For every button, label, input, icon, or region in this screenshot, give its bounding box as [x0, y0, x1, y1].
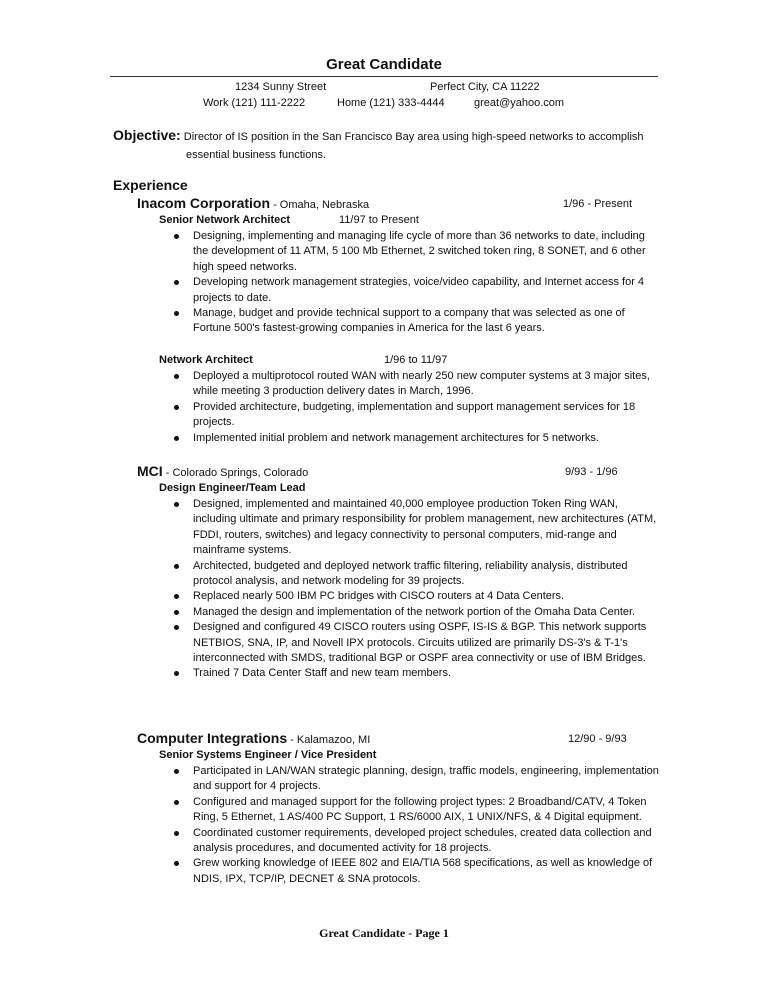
role-bullets [172, 229, 662, 337]
objective-section [113, 126, 673, 164]
list-item: Participated in LAN/WAN strategic planning, design, traffic models, engineering, implementation and support for 4 projects. [172, 764, 662, 795]
list-item: Replaced nearly 500 IBM PC bridges with CISCO routers at 4 Data Centers. [172, 589, 662, 604]
objective-label: Objective: [113, 127, 181, 143]
company-location: - Colorado Springs, Colorado [165, 467, 309, 479]
list-item: Architected, budgeted and deployed network traffic filtering, reliability analysis, distributed protocol analysis, and network modeling for 39 projects. [172, 559, 662, 590]
role-title: Senior Network Architect [159, 214, 291, 226]
job-dates: 12/90 - 9/93 [568, 733, 627, 745]
objective-text-line1: Director of IS position in the San Francisco Bay area using high-speed networks to accomplish [183, 131, 644, 143]
role-bullets [172, 764, 662, 887]
list-item: Grew working knowledge of IEEE 802 and EIA/TIA 568 specifications, as well as knowledge of NDIS, IPX, TCP/IP, DECNET & SNA protocols. [172, 856, 662, 887]
list-item: Managed the design and implementation of the network portion of the Omaha Data Center. [172, 605, 662, 620]
role-title: Design Engineer/Team Lead [159, 482, 306, 494]
list-item: Manage, budget and provide technical support to a company that was selected as one of Fortune 500's fastest-growing companies in America for the last 6 years. [172, 306, 662, 337]
company-line [137, 730, 370, 746]
street-address: 1234 Sunny Street [235, 81, 327, 93]
role-bullets [172, 369, 662, 446]
job-dates: 1/96 - Present [563, 198, 633, 210]
work-phone: Work (121) 111-2222 [203, 97, 306, 109]
experience-heading: Experience [113, 177, 188, 193]
list-item: Configured and managed support for the following project types: 2 Broadband/CATV, 4 Token Ring, 5 Ethernet, 1 AS/400 PC Support, 1 RS/6000 AIX, 1 UNIX/NFS, & 4 Digital equipment. [172, 795, 662, 826]
list-item: Designing, implementing and managing life cycle of more than 36 networks to date, including the development of 11 ATM, 5 100 Mb Ethernet, 2 switched token ring, 8 SONET, and 6 other high speed networks. [172, 229, 662, 275]
company-name: Computer Integrations [137, 730, 288, 746]
company-location: - Kalamazoo, MI [290, 734, 371, 746]
job-dates: 9/93 - 1/96 [565, 466, 618, 478]
list-item: Designed and configured 49 CISCO routers using OSPF, IS-IS & BGP. This network supports NETBIOS, SNA, IP, and Novell IPX protocols. Circuits utilized are primarily DS-3's & T-1's interconnected with SMDS, traditional BGP or OSPF area connectivity or use of IBM Bridges. [172, 620, 662, 666]
company-line [137, 195, 369, 211]
list-item: Developing network management strategies, voice/video capability, and Internet access for 4 projects to date. [172, 275, 662, 306]
objective-text-line2: essential business functions. [186, 149, 327, 161]
role-dates: 1/96 to 11/97 [384, 354, 448, 366]
list-item: Implemented initial problem and network management architectures for 5 networks. [172, 431, 662, 446]
city-address: Perfect City, CA 11222 [430, 81, 540, 93]
list-item: Trained 7 Data Center Staff and new team members. [172, 666, 662, 681]
page-footer: Great Candidate - Page 1 [319, 926, 449, 940]
role-title: Network Architect [159, 354, 253, 366]
home-phone: Home (121) 333-4444 [337, 97, 445, 109]
list-item: Designed, implemented and maintained 40,000 employee production Token Ring WAN, including ultimate and primary responsibility for problem management, new architectures (ATM, FDDI, routers, switches) and legacy connectivity to personal computers, mid-range and mainframe systems. [172, 497, 662, 559]
company-location: - Omaha, Nebraska [273, 199, 370, 211]
role-bullets [172, 497, 662, 682]
company-line [137, 463, 308, 479]
candidate-name: Great Candidate [326, 56, 442, 73]
email: great@yahoo.com [474, 97, 565, 109]
company-name: Inacom Corporation [137, 195, 271, 211]
list-item: Provided architecture, budgeting, implementation and support management services for 18 projects. [172, 400, 662, 431]
role-dates: 11/97 to Present [339, 214, 419, 226]
role-title: Senior Systems Engineer / Vice President [159, 749, 377, 761]
list-item: Coordinated customer requirements, developed project schedules, created data collection and analysis procedures, and documented activity for 18 projects. [172, 826, 662, 857]
list-item: Deployed a multiprotocol routed WAN with nearly 250 new computer systems at 3 major sites, while meeting 3 production delivery dates in March, 1996. [172, 369, 662, 400]
company-name: MCI [137, 463, 163, 479]
header-divider [110, 76, 658, 77]
